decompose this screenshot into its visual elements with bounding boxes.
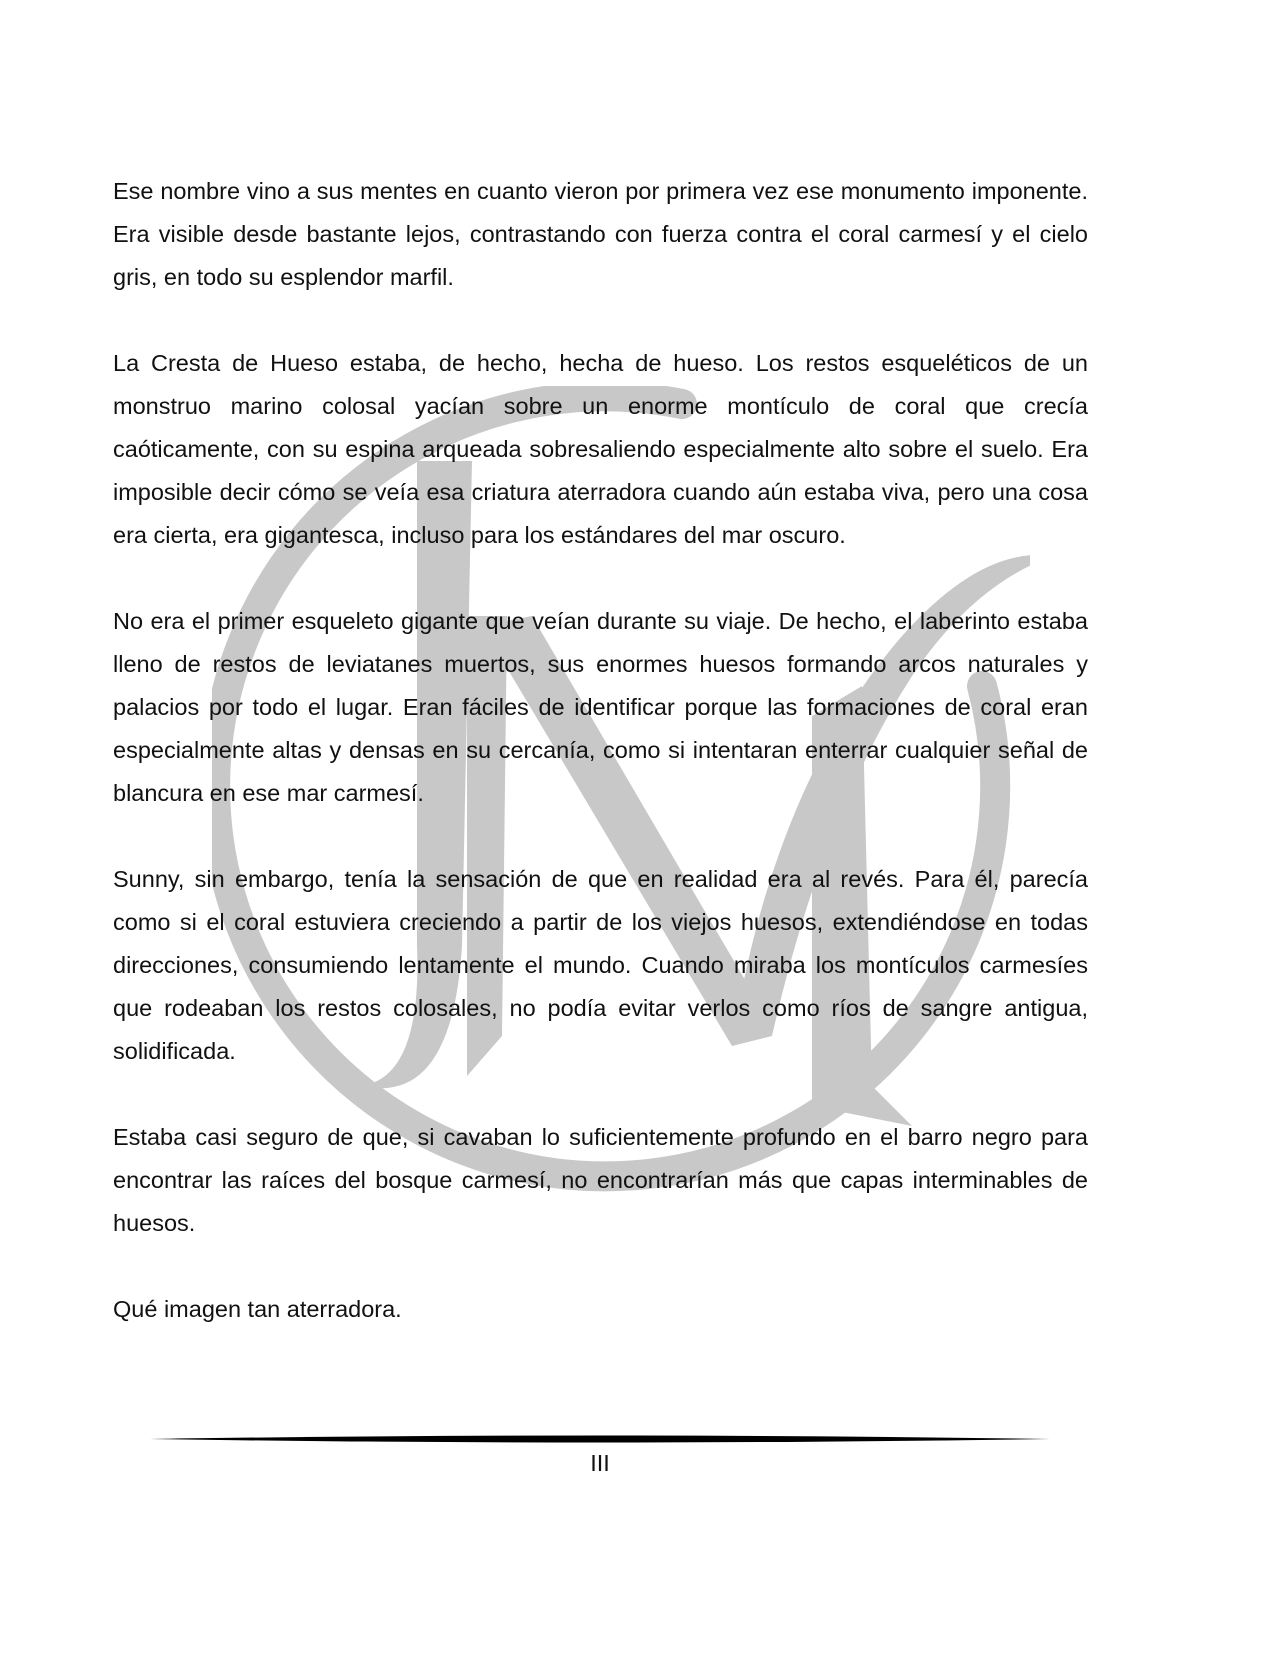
paragraph-2: La Cresta de Hueso estaba, de hecho, hecha de hueso. Los restos esqueléticos de un monstruo marino colosal yacían sobre un enorme montículo de coral que crecía caóticamente, con su espina arqueada sobresaliendo especialmente alto sobre el suelo. Era imposible decir cómo se veía esa criatura aterradora cuando aún estaba viva, pero una cosa era cierta, era gigantesca, incluso para los estándares del mar oscuro.	[113, 350, 1088, 548]
paragraph-5: Estaba casi seguro de que, si cavaban lo suficientemente profundo en el barro negro para encontrar las raíces del bosque carmesí, no encontrarían más que capas interminables de huesos.	[113, 1124, 1088, 1236]
footer-divider	[150, 1433, 1050, 1445]
document-body	[113, 170, 1088, 1331]
paragraph-6: Qué imagen tan aterradora.	[113, 1296, 402, 1322]
page-number: III	[590, 1450, 610, 1476]
paragraph-3: No era el primer esqueleto gigante que veían durante su viaje. De hecho, el laberinto estaba lleno de restos de leviatanes muertos, sus enormes huesos formando arcos naturales y palacios por todo el lugar. Eran fáciles de identificar porque las formaciones de coral eran especialmente altas y densas en su cercanía, como si intentaran enterrar cualquier señal de blancura en ese mar carmesí.	[113, 608, 1088, 806]
paragraph-4: Sunny, sin embargo, tenía la sensación de que en realidad era al revés. Para él, parecía como si el coral estuviera creciendo a partir de los viejos huesos, extendiéndose en todas direcciones, consumiendo lentamente el mundo. Cuando miraba los montículos carmesíes que rodeaban los restos colosales, no podía evitar verlos como ríos de sangre antigua, solidificada.	[113, 866, 1088, 1064]
paragraph-1: Ese nombre vino a sus mentes en cuanto vieron por primera vez ese monumento imponente. Era visible desde bastante lejos, contrastando con fuerza contra el coral carmesí y el cielo gris, en todo su esplendor marfil.	[113, 178, 1088, 290]
